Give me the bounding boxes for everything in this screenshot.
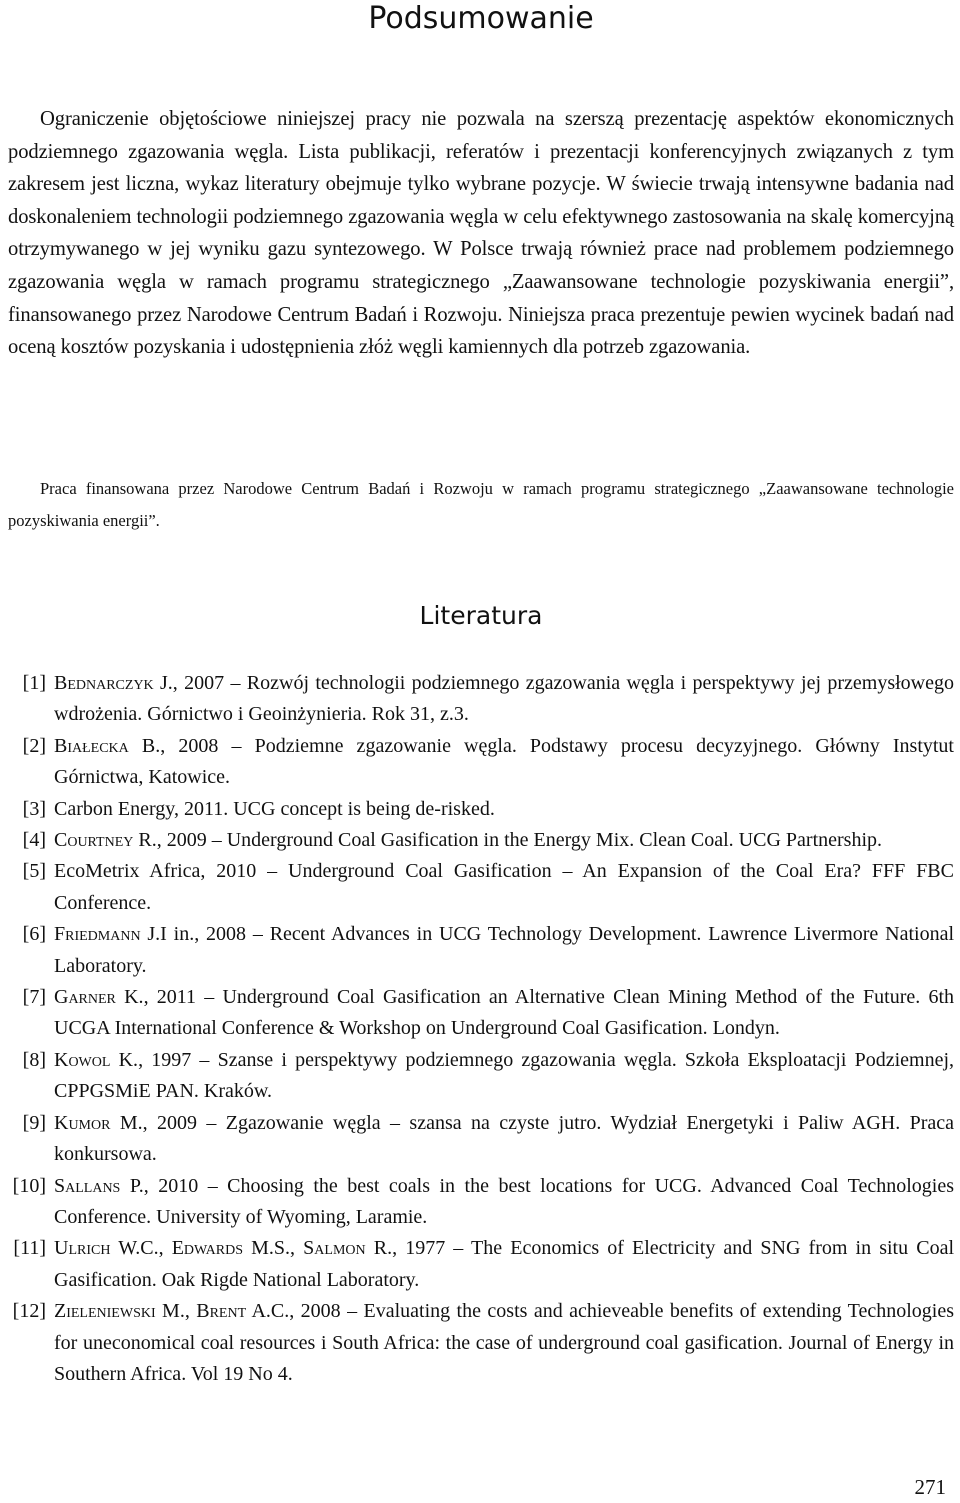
reference-number: [7] xyxy=(22,986,46,1009)
reference-item xyxy=(8,731,954,794)
reference-number: [4] xyxy=(22,829,46,852)
reference-number: [9] xyxy=(22,1111,46,1134)
reference-item xyxy=(8,1233,954,1296)
reference-text: EcoMetrix Africa, 2010 – Underground Coal Gasification – An Expansion of the Coal Era? FFF FBC Conference. xyxy=(54,860,954,914)
reference-item xyxy=(8,794,954,825)
reference-author: Garner K. xyxy=(54,986,144,1009)
reference-author: Kowol K. xyxy=(54,1048,139,1071)
references-list xyxy=(8,668,954,1390)
reference-text: , 2009 – Zgazowanie węgla – szansa na czyste jutro. Wydział Energetyki i Paliw AGH. Praca konkursowa. xyxy=(54,1111,954,1166)
reference-number: [8] xyxy=(22,1048,46,1071)
reference-item xyxy=(8,1108,954,1171)
reference-item xyxy=(8,919,954,982)
reference-text: , 2007 – Rozwój technologii podziemnego zgazowania węgla i perspektywy jej przemysłowego wdrożenia. Górnictwo i Geoinżynieria. Rok 31, z.3. xyxy=(54,672,954,726)
reference-item xyxy=(8,1045,954,1108)
reference-text: in., 2008 – Recent Advances in UCG Technology Development. Lawrence Livermore National Laboratory. xyxy=(54,923,955,977)
reference-author: Białecka B. xyxy=(54,734,161,757)
reference-text: Carbon Energy, 2011. UCG concept is being de-risked. xyxy=(54,797,495,820)
reference-item xyxy=(8,982,954,1045)
reference-author: Bednarczyk J. xyxy=(54,672,173,694)
reference-text: , 2008 – Podziemne zgazowanie węgla. Podstawy procesu decyzyjnego. Główny Instytut Górnictwa, Katowice. xyxy=(54,734,954,789)
reference-text: , 1997 – Szanse i perspektywy podziemnego zgazowania węgla. Szkoła Eksploatacji Podziemnej, CPPGSMiE PAN. Kraków. xyxy=(54,1048,954,1103)
document-page xyxy=(8,0,954,1503)
page-number: 271 xyxy=(914,1475,946,1499)
reference-text: , 2008 – Evaluating the costs and achieveable benefits of extending Technologies for uneconomical coal resources i South Africa: the case of underground coal gasification. Journal of Energy in Southern Africa. Vol 19 No 4. xyxy=(54,1300,954,1385)
reference-author: Courtney R. xyxy=(54,829,157,852)
reference-text: , 2009 – Underground Coal Gasification in the Energy Mix. Clean Coal. UCG Partnership. xyxy=(156,829,882,852)
reference-author: Ulrich W.C., Edwards M.S., Salmon R. xyxy=(54,1237,393,1260)
section-heading: Podsumowanie xyxy=(368,1,594,36)
reference-number: [12] xyxy=(12,1300,46,1323)
reference-item xyxy=(8,856,954,919)
reference-number: [10] xyxy=(12,1174,46,1197)
reference-author: Sallans P. xyxy=(54,1174,144,1197)
reference-number: [2] xyxy=(22,734,46,757)
reference-number: [6] xyxy=(22,923,46,946)
reference-item xyxy=(8,1171,954,1234)
reference-item xyxy=(8,668,954,731)
reference-text: , 1977 – The Economics of Electricity and SNG from in situ Coal Gasification. Oak Rigde National Laboratory. xyxy=(54,1237,954,1291)
reference-item xyxy=(8,1296,954,1390)
reference-number: [3] xyxy=(22,797,46,820)
reference-author: Friedmann J.I xyxy=(54,923,167,946)
reference-text: , 2010 – Choosing the best coals in the best locations for UCG. Advanced Coal Technologies Conference. University of Wyoming, Laramie. xyxy=(54,1174,954,1228)
reference-item xyxy=(8,825,954,856)
reference-author: Kumor M. xyxy=(54,1111,143,1134)
reference-number: [11] xyxy=(13,1237,46,1260)
funding-note: Praca finansowana przez Narodowe Centrum Badań i Rozwoju w ramach programu strategicznego „Zaawansowane technologie pozyskiwania energii”. xyxy=(8,479,954,530)
reference-text: , 2011 – Underground Coal Gasification an Alternative Clean Mining Method of the Future. 6th UCGA International Conference & Workshop on Underground Coal Gasification. Londyn. xyxy=(54,986,955,1040)
summary-paragraph: Ograniczenie objętościowe niniejszej pracy nie pozwala na szerszą prezentację aspektów ekonomicznych podziemnego zgazowania węgla. Lista publikacji, referatów i prezentacji konferencyjnych związanych z tym zakresem jest liczna, wykaz literatury obejmuje tylko wybrane pozycje. W świecie trwają intensywne badania nad doskonaleniem technologii podziemnego zgazowania węgla w celu efektywnego zastosowania na skalę komercyjną otrzymywanego w jej wyniku gazu syntezowego. W Polsce trwają również prace nad problemem podziemnego zgazowania węgla w ramach programu strategicznego „Zaawansowane technologie pozyskiwania energii”, finansowanego przez Narodowe Centrum Badań i Rozwoju. Niniejsza praca prezentuje pewien wycinek badań nad oceną kosztów pozyskania i udostępnienia złóż węgli kamiennych dla potrzeb zgazowania. xyxy=(8,108,954,359)
reference-author: Zieleniewski M., Brent A.C. xyxy=(54,1300,290,1323)
reference-number: [5] xyxy=(22,860,46,883)
reference-number: [1] xyxy=(22,672,46,694)
references-heading: Literatura xyxy=(419,601,543,630)
